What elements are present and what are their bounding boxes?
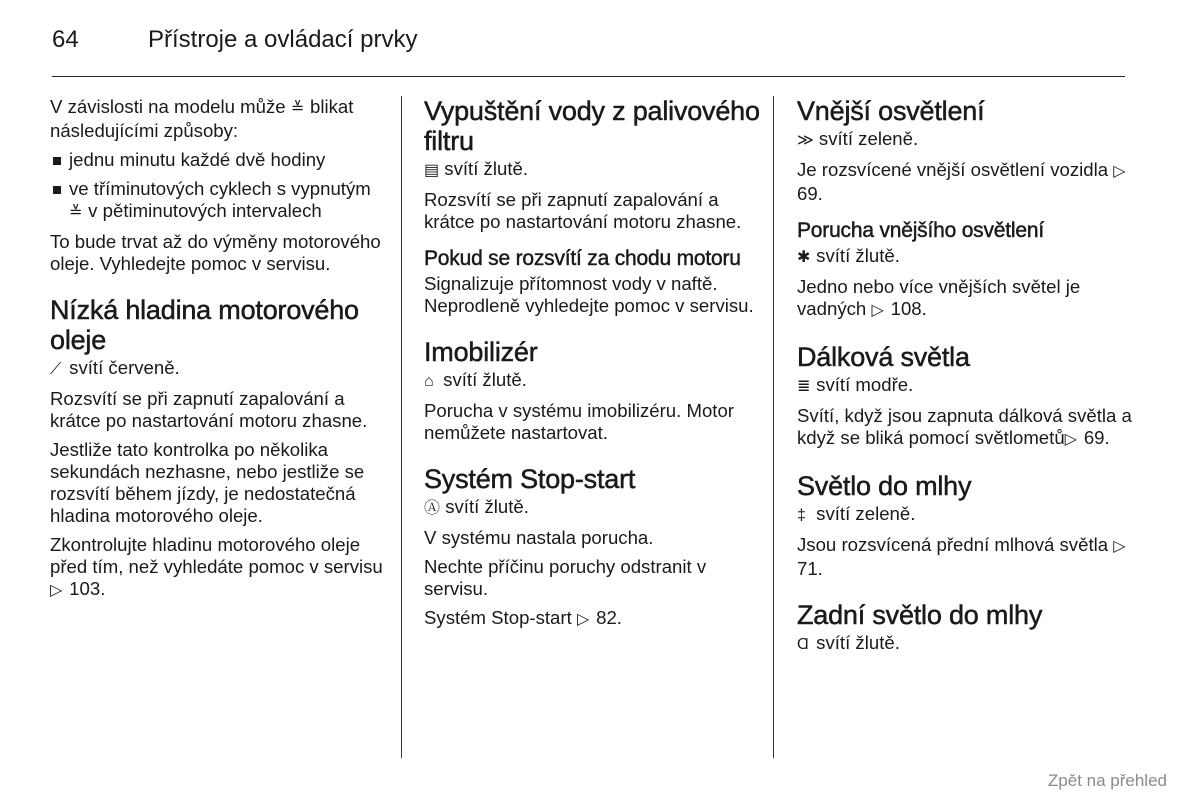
low-oil-paragraph: Rozsvítí se při zapnutí zapalování a krátce po nastartování motoru zhasne. [50, 388, 368, 431]
page-reference-link[interactable]: 103. [69, 578, 106, 599]
reference-arrow-icon: ▷ [1113, 163, 1126, 180]
fuel-filter-icon: ▤ [424, 162, 440, 179]
reference-arrow-icon: ▷ [576, 611, 590, 628]
fog-light-heading: Světlo do mlhy [797, 471, 972, 501]
column-divider-1 [401, 96, 402, 758]
low-oil-heading: Nízká hladina motorového oleje [50, 295, 359, 355]
column-2 [424, 96, 760, 638]
immobilizer-status: ⌂ svítí žlutě. [424, 369, 760, 393]
oil-change-icon: ≚ [69, 204, 83, 221]
high-beam-status: ≣ svítí modře. [797, 374, 1133, 398]
page-reference-link[interactable]: 82. [596, 607, 622, 628]
oil-change-intro: V závislosti na modelu může ≚ blikat následujícími způsoby: [50, 96, 354, 141]
reference-arrow-icon: ▷ [1064, 431, 1077, 448]
immobilizer-icon: ⌂ [424, 373, 434, 390]
exterior-light-status: ≫ svítí zeleně. [797, 128, 1133, 152]
stop-start-paragraph: Nechte příčinu poruchy odstranit v servisu. [424, 556, 707, 599]
exterior-light-heading: Vnější osvětlení [797, 96, 985, 126]
blink-mode-list [50, 149, 385, 224]
oil-level-icon: ⟋ [50, 361, 62, 378]
rear-fog-icon: Ɑ [797, 636, 809, 653]
light-fault-heading: Porucha vnějšího osvětlení [797, 219, 1044, 242]
page-reference-link[interactable]: 69. [797, 183, 823, 204]
fog-light-icon: ‡ [797, 507, 806, 524]
list-item: jednu minutu každé dvě hodiny [50, 149, 385, 171]
exterior-light-icon: ≫ [797, 132, 814, 149]
oil-change-text: To bude trvat až do výměny motorového oleje. Vyhledejte pomoc v servisu. [50, 231, 381, 274]
page-number: 64 [52, 26, 79, 53]
stop-start-heading: Systém Stop-start [424, 464, 636, 494]
fuel-filter-status: ▤ svítí žlutě. [424, 158, 760, 182]
oil-change-icon: ≚ [290, 100, 305, 117]
page-header [52, 26, 1125, 77]
high-beam-heading: Dálková světla [797, 342, 970, 372]
rear-fog-status: Ɑ svítí žlutě. [797, 632, 1133, 656]
fuel-filter-heading: Vypuštění vody z palivového filtru [424, 96, 760, 156]
page-reference-link[interactable]: 69. [1083, 427, 1110, 448]
exterior-light-paragraph: Je rozsvícené vnější osvětlení vozidla ▷ 69. [797, 159, 1126, 204]
stop-start-paragraph: V systému nastala porucha. [424, 527, 654, 548]
fog-light-paragraph: Jsou rozsvícená přední mlhová světla ▷ 71. [797, 534, 1126, 579]
reference-arrow-icon: ▷ [50, 582, 63, 599]
high-beam-paragraph: Svítí, když jsou zapnuta dálková světla a když se bliká pomocí světlometů▷ 69. [797, 405, 1133, 451]
rear-fog-heading: Zadní světlo do mlhy [797, 600, 1043, 630]
light-fault-paragraph: Jedno nebo více vnějších světel je vadných ▷ 108. [797, 276, 1133, 322]
fuel-filter-paragraph: Rozsvítí se při zapnutí zapalování a krátce po nastartování motoru zhasne. [424, 189, 742, 232]
light-fault-icon: ✱ [797, 249, 811, 266]
page-reference-link[interactable]: 71. [797, 558, 823, 579]
running-heading: Pokud se rozsvítí za chodu motoru [424, 247, 741, 270]
running-paragraph: Signalizuje přítomnost vody v naftě. Neprodleně vyhledejte pomoc v servisu. [424, 273, 754, 316]
column-1 [50, 96, 385, 609]
reference-arrow-icon: ▷ [1113, 538, 1126, 555]
low-oil-paragraph: Jestliže tato kontrolka po několika sekundách nezhasne, nebo jestliže se rozsvítí během jízdy, je nedostatečná hladina motorového oleje. [50, 439, 365, 526]
page-title: Přístroje a ovládací prvky [148, 26, 418, 53]
fog-light-status: ‡ svítí zeleně. [797, 503, 1133, 527]
low-oil-status: ⟋ svítí červeně. [50, 357, 385, 381]
column-3 [797, 96, 1133, 663]
back-to-overview-link[interactable]: Zpět na přehled [1047, 771, 1167, 790]
stop-start-paragraph: Systém Stop-start ▷ 82. [424, 607, 760, 631]
page-reference-link[interactable]: 108. [890, 298, 927, 319]
reference-arrow-icon: ▷ [871, 302, 884, 319]
list-item: ve tříminutových cyklech s vypnutým ≚ v pětiminutových intervalech [50, 178, 385, 224]
column-divider-2 [773, 96, 774, 758]
high-beam-icon: ≣ [797, 378, 811, 395]
immobilizer-paragraph: Porucha v systému imobilizéru. Motor nemůžete nastartovat. [424, 400, 735, 443]
stop-start-status: Ⓐ svítí žlutě. [424, 496, 760, 520]
stop-start-icon: Ⓐ [424, 500, 441, 517]
light-fault-status: ✱ svítí žlutě. [797, 245, 1133, 269]
immobilizer-heading: Imobilizér [424, 337, 538, 367]
low-oil-paragraph: Zkontrolujte hladinu motorového oleje před tím, než vyhledáte pomoc v servisu ▷ 103. [50, 534, 385, 602]
